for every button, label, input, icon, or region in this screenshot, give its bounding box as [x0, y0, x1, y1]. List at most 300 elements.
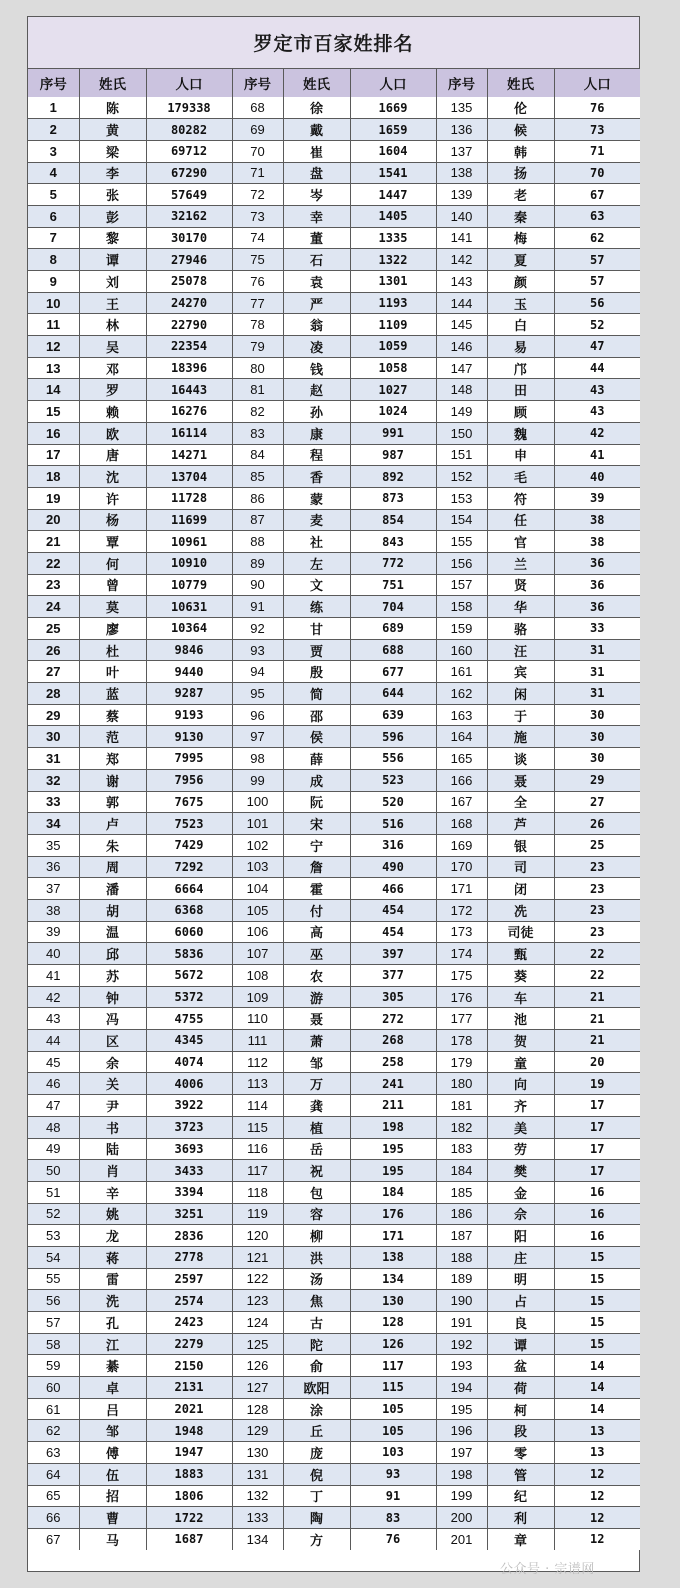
rank-cell: 119 [232, 1203, 283, 1225]
surname-cell: 邓 [79, 357, 146, 379]
rank-cell: 61 [28, 1398, 79, 1420]
header-row [28, 69, 640, 97]
surname-cell: 蔡 [79, 704, 146, 726]
rank-cell: 16 [28, 422, 79, 444]
rank-cell: 51 [28, 1181, 79, 1203]
rank-cell: 125 [232, 1333, 283, 1355]
surname-cell: 钟 [79, 986, 146, 1008]
surname-cell: 池 [487, 1008, 554, 1030]
surname-cell: 龙 [79, 1225, 146, 1247]
surname-cell: 严 [283, 292, 350, 314]
rank-cell: 193 [436, 1355, 487, 1377]
rank-cell: 165 [436, 748, 487, 770]
surname-cell: 司 [487, 856, 554, 878]
surname-cell: 戴 [283, 119, 350, 141]
population-cell: 2150 [146, 1355, 232, 1377]
population-cell: 1193 [350, 292, 436, 314]
population-cell: 44 [554, 357, 640, 379]
rank-cell: 35 [28, 834, 79, 856]
rank-cell: 121 [232, 1246, 283, 1268]
surname-cell: 聂 [487, 769, 554, 791]
table-row [28, 574, 640, 596]
table-row [28, 1333, 640, 1355]
table-row [28, 292, 640, 314]
rank-cell: 164 [436, 726, 487, 748]
surname-cell: 幸 [283, 205, 350, 227]
population-cell: 1335 [350, 227, 436, 249]
table-row [28, 487, 640, 509]
population-cell: 639 [350, 704, 436, 726]
surname-cell: 柳 [283, 1225, 350, 1247]
header-population: 人口 [350, 69, 436, 97]
table-row [28, 726, 640, 748]
population-cell: 22 [554, 965, 640, 987]
surname-cell: 康 [283, 422, 350, 444]
surname-cell: 谈 [487, 748, 554, 770]
rank-cell: 97 [232, 726, 283, 748]
surname-cell: 欧阳 [283, 1377, 350, 1399]
rank-cell: 182 [436, 1116, 487, 1138]
surname-cell: 向 [487, 1073, 554, 1095]
population-cell: 1322 [350, 249, 436, 271]
surname-cell: 书 [79, 1116, 146, 1138]
rank-cell: 106 [232, 921, 283, 943]
table-row [28, 1463, 640, 1485]
rank-cell: 179 [436, 1051, 487, 1073]
rank-cell: 59 [28, 1355, 79, 1377]
population-cell: 30170 [146, 227, 232, 249]
rank-cell: 30 [28, 726, 79, 748]
surname-cell: 张 [79, 184, 146, 206]
population-cell: 689 [350, 618, 436, 640]
population-cell: 6060 [146, 921, 232, 943]
rank-cell: 169 [436, 834, 487, 856]
rank-cell: 187 [436, 1225, 487, 1247]
rank-cell: 45 [28, 1051, 79, 1073]
table-row [28, 1181, 640, 1203]
population-cell: 83 [350, 1507, 436, 1529]
rank-cell: 4 [28, 162, 79, 184]
population-cell: 23 [554, 921, 640, 943]
population-cell: 22 [554, 943, 640, 965]
surname-cell: 容 [283, 1203, 350, 1225]
rank-cell: 81 [232, 379, 283, 401]
population-cell: 10910 [146, 552, 232, 574]
surname-cell: 朱 [79, 834, 146, 856]
population-cell: 1027 [350, 379, 436, 401]
surname-cell: 侯 [283, 726, 350, 748]
population-cell: 1659 [350, 119, 436, 141]
rank-cell: 6 [28, 205, 79, 227]
rank-cell: 19 [28, 487, 79, 509]
population-cell: 103 [350, 1442, 436, 1464]
rank-cell: 37 [28, 878, 79, 900]
surname-cell: 吴 [79, 336, 146, 358]
rank-cell: 100 [232, 791, 283, 813]
population-cell: 47 [554, 336, 640, 358]
rank-cell: 185 [436, 1181, 487, 1203]
population-cell: 1669 [350, 97, 436, 119]
rank-cell: 166 [436, 769, 487, 791]
population-cell: 57 [554, 249, 640, 271]
surname-cell: 梁 [79, 140, 146, 162]
surname-cell: 骆 [487, 618, 554, 640]
rank-cell: 33 [28, 791, 79, 813]
population-cell: 22790 [146, 314, 232, 336]
surname-cell: 岳 [283, 1138, 350, 1160]
surname-cell: 王 [79, 292, 146, 314]
population-cell: 1883 [146, 1463, 232, 1485]
surname-cell: 柯 [487, 1398, 554, 1420]
surname-cell: 沈 [79, 466, 146, 488]
population-cell: 12 [554, 1463, 640, 1485]
surname-cell: 毛 [487, 466, 554, 488]
population-cell: 93 [350, 1463, 436, 1485]
population-cell: 80282 [146, 119, 232, 141]
rank-cell: 92 [232, 618, 283, 640]
population-cell: 22354 [146, 336, 232, 358]
surname-cell: 伍 [79, 1463, 146, 1485]
rank-cell: 89 [232, 552, 283, 574]
population-cell: 39 [554, 487, 640, 509]
population-cell: 30 [554, 748, 640, 770]
rank-cell: 148 [436, 379, 487, 401]
population-cell: 556 [350, 748, 436, 770]
rank-cell: 76 [232, 271, 283, 293]
surname-cell: 范 [79, 726, 146, 748]
surname-cell: 盘 [283, 162, 350, 184]
rank-cell: 161 [436, 661, 487, 683]
surname-cell: 倪 [283, 1463, 350, 1485]
surname-cell: 利 [487, 1507, 554, 1529]
rank-cell: 105 [232, 899, 283, 921]
population-cell: 43 [554, 379, 640, 401]
surname-cell: 彭 [79, 205, 146, 227]
population-cell: 14 [554, 1355, 640, 1377]
rank-cell: 175 [436, 965, 487, 987]
rank-cell: 49 [28, 1138, 79, 1160]
surname-cell: 蒙 [283, 487, 350, 509]
header-surname: 姓氏 [79, 69, 146, 97]
rank-cell: 3 [28, 140, 79, 162]
surname-cell: 谭 [79, 249, 146, 271]
surname-cell: 詹 [283, 856, 350, 878]
population-cell: 13704 [146, 466, 232, 488]
population-cell: 27946 [146, 249, 232, 271]
population-cell: 15 [554, 1290, 640, 1312]
table-row [28, 1160, 640, 1182]
population-cell: 23 [554, 878, 640, 900]
population-cell: 7523 [146, 813, 232, 835]
population-cell: 258 [350, 1051, 436, 1073]
population-cell: 40 [554, 466, 640, 488]
rank-cell: 48 [28, 1116, 79, 1138]
rank-cell: 96 [232, 704, 283, 726]
population-cell: 32162 [146, 205, 232, 227]
surname-cell: 曾 [79, 574, 146, 596]
surname-cell: 荷 [487, 1377, 554, 1399]
population-cell: 1806 [146, 1485, 232, 1507]
surname-cell: 章 [487, 1528, 554, 1550]
table-row [28, 314, 640, 336]
rank-cell: 24 [28, 596, 79, 618]
rank-cell: 156 [436, 552, 487, 574]
surname-cell: 邝 [487, 357, 554, 379]
surname-cell: 凌 [283, 336, 350, 358]
surname-cell: 夏 [487, 249, 554, 271]
table-row [28, 1355, 640, 1377]
rank-cell: 1 [28, 97, 79, 119]
table-row [28, 878, 640, 900]
population-cell: 9130 [146, 726, 232, 748]
table-row [28, 184, 640, 206]
table-row [28, 119, 640, 141]
population-cell: 1541 [350, 162, 436, 184]
population-cell: 987 [350, 444, 436, 466]
surname-cell: 冯 [79, 1008, 146, 1030]
rank-cell: 50 [28, 1160, 79, 1182]
population-cell: 11699 [146, 509, 232, 531]
header-surname: 姓氏 [283, 69, 350, 97]
rank-cell: 200 [436, 1507, 487, 1529]
surname-cell: 聂 [283, 1008, 350, 1030]
rank-cell: 82 [232, 401, 283, 423]
population-cell: 15 [554, 1246, 640, 1268]
table-row [28, 357, 640, 379]
population-cell: 24270 [146, 292, 232, 314]
population-cell: 16276 [146, 401, 232, 423]
rank-cell: 12 [28, 336, 79, 358]
rank-cell: 62 [28, 1420, 79, 1442]
rank-cell: 91 [232, 596, 283, 618]
surname-cell: 包 [283, 1181, 350, 1203]
rank-cell: 18 [28, 466, 79, 488]
surname-cell: 付 [283, 899, 350, 921]
surname-cell: 孔 [79, 1312, 146, 1334]
rank-cell: 67 [28, 1528, 79, 1550]
rank-cell: 178 [436, 1030, 487, 1052]
surname-cell: 高 [283, 921, 350, 943]
surname-cell: 游 [283, 986, 350, 1008]
surname-cell: 练 [283, 596, 350, 618]
rank-cell: 177 [436, 1008, 487, 1030]
population-cell: 520 [350, 791, 436, 813]
table-row [28, 639, 640, 661]
rank-cell: 137 [436, 140, 487, 162]
rank-cell: 68 [232, 97, 283, 119]
rank-cell: 122 [232, 1268, 283, 1290]
surname-cell: 罗 [79, 379, 146, 401]
rank-cell: 198 [436, 1463, 487, 1485]
surname-cell: 许 [79, 487, 146, 509]
rank-cell: 194 [436, 1377, 487, 1399]
table-row [28, 1377, 640, 1399]
population-cell: 70 [554, 162, 640, 184]
rank-cell: 190 [436, 1290, 487, 1312]
rank-cell: 69 [232, 119, 283, 141]
surname-cell: 曹 [79, 1507, 146, 1529]
surname-cell: 易 [487, 336, 554, 358]
header-rank: 序号 [28, 69, 79, 97]
rank-cell: 172 [436, 899, 487, 921]
rank-cell: 126 [232, 1355, 283, 1377]
population-cell: 4074 [146, 1051, 232, 1073]
table-row [28, 379, 640, 401]
surname-cell: 伦 [487, 97, 554, 119]
surname-cell: 洗 [79, 1290, 146, 1312]
table-row [28, 401, 640, 423]
population-cell: 1948 [146, 1420, 232, 1442]
rank-cell: 138 [436, 162, 487, 184]
surname-cell: 卓 [79, 1377, 146, 1399]
population-cell: 2836 [146, 1225, 232, 1247]
surname-cell: 阮 [283, 791, 350, 813]
surname-cell: 纪 [487, 1485, 554, 1507]
surname-cell: 谭 [487, 1333, 554, 1355]
rank-cell: 112 [232, 1051, 283, 1073]
population-cell: 36 [554, 574, 640, 596]
rank-cell: 183 [436, 1138, 487, 1160]
header-rank: 序号 [436, 69, 487, 97]
rank-cell: 196 [436, 1420, 487, 1442]
population-cell: 63 [554, 205, 640, 227]
rank-cell: 154 [436, 509, 487, 531]
surname-cell: 简 [283, 683, 350, 705]
rank-cell: 160 [436, 639, 487, 661]
population-cell: 17 [554, 1095, 640, 1117]
surname-cell: 招 [79, 1485, 146, 1507]
surname-cell: 闲 [487, 683, 554, 705]
rank-cell: 22 [28, 552, 79, 574]
population-cell: 31 [554, 639, 640, 661]
surname-cell: 社 [283, 531, 350, 553]
population-cell: 21 [554, 1008, 640, 1030]
surname-cell: 玉 [487, 292, 554, 314]
surname-cell: 葵 [487, 965, 554, 987]
rank-cell: 74 [232, 227, 283, 249]
rank-cell: 117 [232, 1160, 283, 1182]
population-cell: 195 [350, 1138, 436, 1160]
rank-cell: 25 [28, 618, 79, 640]
rank-cell: 17 [28, 444, 79, 466]
population-cell: 14 [554, 1377, 640, 1399]
surname-cell: 冼 [487, 899, 554, 921]
table-row [28, 943, 640, 965]
rank-cell: 27 [28, 661, 79, 683]
population-cell: 2574 [146, 1290, 232, 1312]
population-cell: 33 [554, 618, 640, 640]
rank-cell: 56 [28, 1290, 79, 1312]
population-cell: 2131 [146, 1377, 232, 1399]
surname-cell: 肖 [79, 1160, 146, 1182]
table-row [28, 1312, 640, 1334]
rank-cell: 70 [232, 140, 283, 162]
table-row [28, 1138, 640, 1160]
surname-cell: 老 [487, 184, 554, 206]
population-cell: 18396 [146, 357, 232, 379]
population-cell: 15 [554, 1333, 640, 1355]
rank-cell: 136 [436, 119, 487, 141]
surname-cell: 綦 [79, 1355, 146, 1377]
population-cell: 26 [554, 813, 640, 835]
surname-cell: 汪 [487, 639, 554, 661]
population-cell: 16443 [146, 379, 232, 401]
rank-cell: 108 [232, 965, 283, 987]
rank-cell: 23 [28, 574, 79, 596]
population-cell: 4755 [146, 1008, 232, 1030]
surname-ranking-sheet [27, 16, 640, 1572]
rank-cell: 14 [28, 379, 79, 401]
rank-cell: 42 [28, 986, 79, 1008]
population-cell: 195 [350, 1160, 436, 1182]
surname-cell: 程 [283, 444, 350, 466]
table-row [28, 422, 640, 444]
population-cell: 2021 [146, 1398, 232, 1420]
population-cell: 15 [554, 1312, 640, 1334]
rank-cell: 40 [28, 943, 79, 965]
population-cell: 31 [554, 683, 640, 705]
table-row [28, 227, 640, 249]
table-row [28, 1116, 640, 1138]
population-cell: 30 [554, 726, 640, 748]
rank-cell: 93 [232, 639, 283, 661]
surname-cell: 香 [283, 466, 350, 488]
rank-cell: 139 [436, 184, 487, 206]
population-cell: 25078 [146, 271, 232, 293]
surname-cell: 谢 [79, 769, 146, 791]
population-cell: 2423 [146, 1312, 232, 1334]
population-cell: 7956 [146, 769, 232, 791]
title-row [28, 17, 639, 69]
rank-cell: 191 [436, 1312, 487, 1334]
population-cell: 12 [554, 1528, 640, 1550]
rank-cell: 149 [436, 401, 487, 423]
rank-cell: 10 [28, 292, 79, 314]
table-body [28, 97, 640, 1550]
population-cell: 184 [350, 1181, 436, 1203]
rank-cell: 199 [436, 1485, 487, 1507]
table-row [28, 552, 640, 574]
surname-cell: 魏 [487, 422, 554, 444]
header-surname: 姓氏 [487, 69, 554, 97]
surname-cell: 石 [283, 249, 350, 271]
population-cell: 38 [554, 531, 640, 553]
population-cell: 52 [554, 314, 640, 336]
rank-cell: 36 [28, 856, 79, 878]
surname-cell: 成 [283, 769, 350, 791]
surname-cell: 兰 [487, 552, 554, 574]
surname-cell: 唐 [79, 444, 146, 466]
surname-cell: 方 [283, 1528, 350, 1550]
population-cell: 1687 [146, 1528, 232, 1550]
surname-cell: 焦 [283, 1290, 350, 1312]
surname-cell: 劳 [487, 1138, 554, 1160]
table-row [28, 1420, 640, 1442]
rank-cell: 147 [436, 357, 487, 379]
surname-cell: 薛 [283, 748, 350, 770]
population-cell: 43 [554, 401, 640, 423]
population-cell: 17 [554, 1116, 640, 1138]
rank-cell: 197 [436, 1442, 487, 1464]
rank-cell: 135 [436, 97, 487, 119]
population-cell: 41 [554, 444, 640, 466]
population-cell: 843 [350, 531, 436, 553]
table-row [28, 618, 640, 640]
surname-cell: 佘 [487, 1203, 554, 1225]
table-row [28, 899, 640, 921]
surname-cell: 区 [79, 1030, 146, 1052]
rank-cell: 189 [436, 1268, 487, 1290]
